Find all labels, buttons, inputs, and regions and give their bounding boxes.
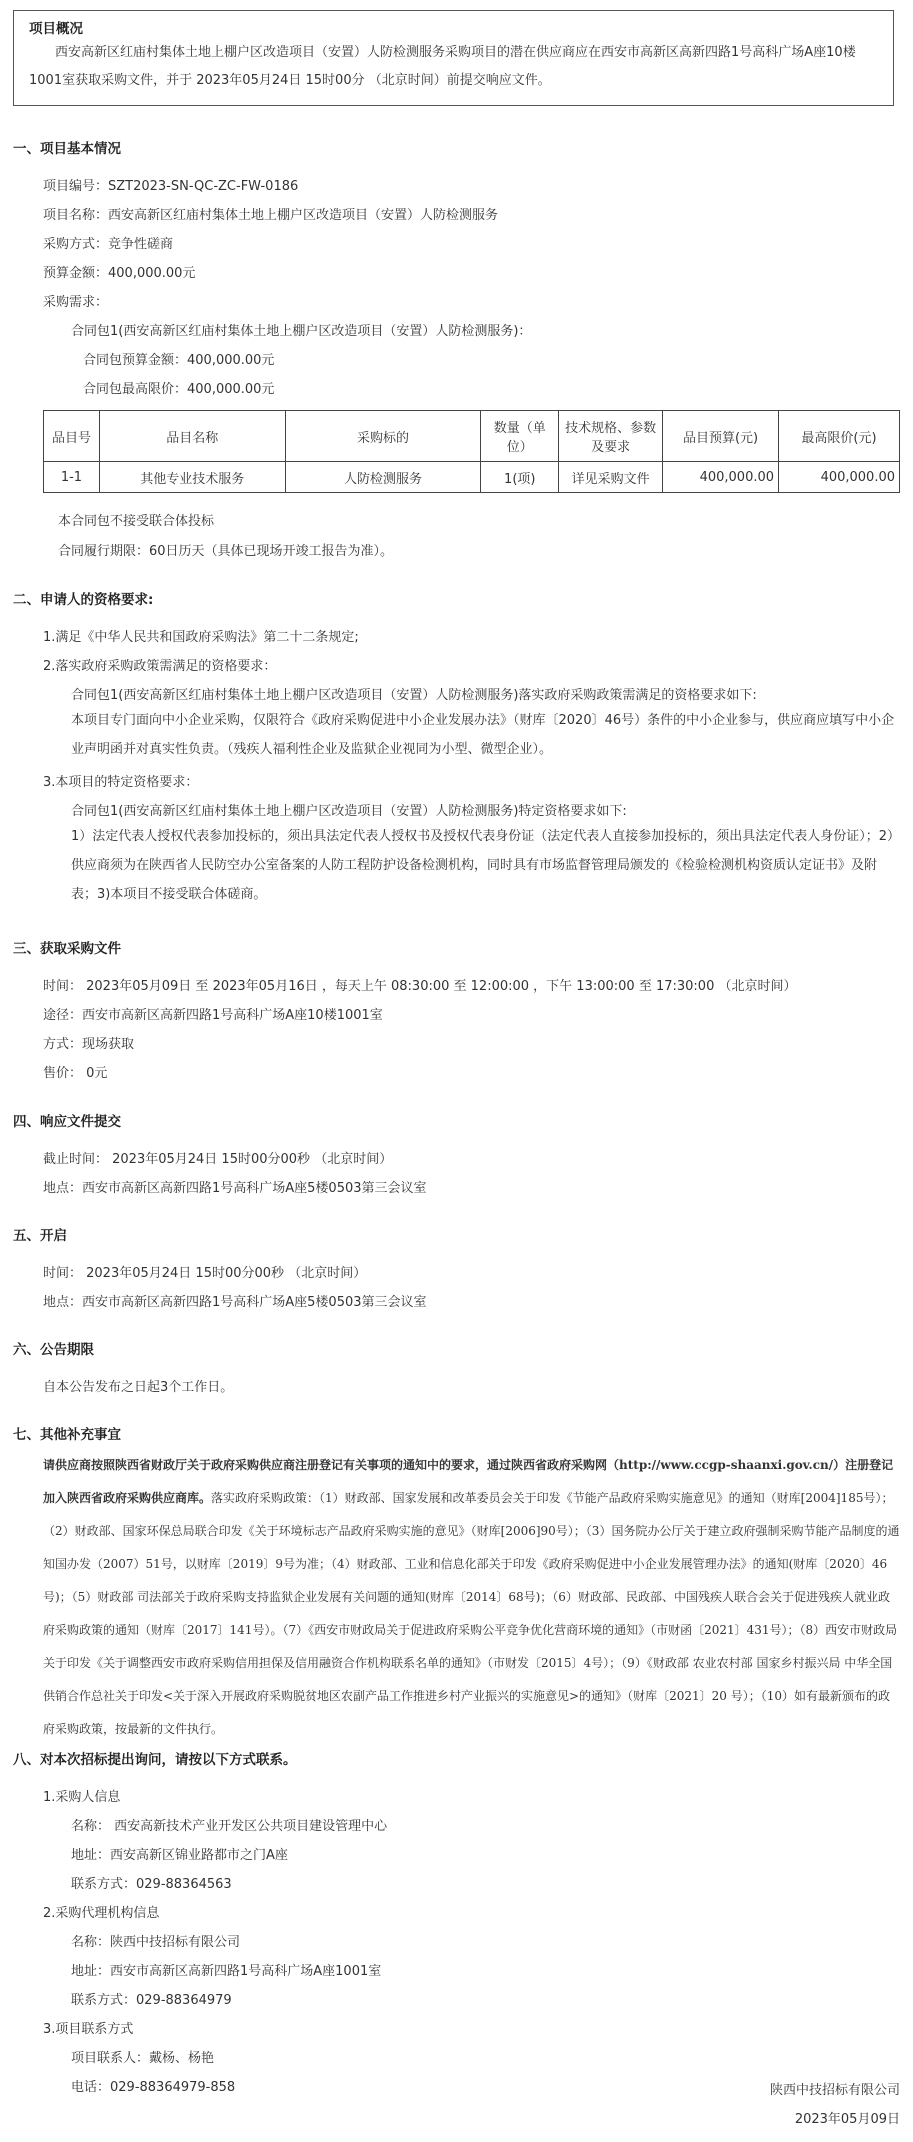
- project-contact-phone: 电话：029-88364979-858: [71, 2080, 236, 2095]
- section-7-title: 七、其他补充事宜: [13, 1427, 121, 1443]
- table-header-cell: 技术规格、参数及要求: [559, 411, 663, 462]
- table-header-cell: 品目预算(元): [663, 411, 779, 462]
- table-cell: 1(项): [481, 462, 559, 493]
- submit-place: 地点：西安市高新区高新四路1号高科广场A座5楼0503第三会议室: [43, 1181, 427, 1196]
- table-header-cell: 品目号: [44, 411, 100, 462]
- table-cell: 400,000.00: [663, 462, 779, 493]
- table-header-cell: 采购标的: [285, 411, 481, 462]
- open-time: 时间： 2023年05月24日 15时00分00秒 （北京时间）: [43, 1266, 367, 1281]
- qualification-item-3-sub: 合同包1(西安高新区红庙村集体土地上棚户区改造项目（安置）人防检测服务)特定资格要求如下:: [71, 804, 627, 819]
- agency-name: 名称：陕西中技招标有限公司: [71, 1935, 241, 1950]
- purchaser-heading: 1.采购人信息: [43, 1790, 121, 1805]
- no-consortium-note: 本合同包不接受联合体投标: [58, 514, 215, 529]
- qualification-item-1: 1.满足《中华人民共和国政府采购法》第二十二条规定;: [43, 630, 359, 645]
- overview-heading: 项目概况: [29, 21, 83, 37]
- acquire-place: 途径：西安市高新区高新四路1号高科广场A座10楼1001室: [43, 1008, 383, 1023]
- section-8-title: 八、对本次招标提出询问，请按以下方式联系。: [13, 1752, 297, 1768]
- table-header-cell: 品目名称: [99, 411, 285, 462]
- qualification-item-3-text: 1）法定代表人授权代表参加投标的，须出具法定代表人授权书及授权代表身份证（法定代表人直接参加投标的，须出具法定代表人身份证）；2）供应商须为在陕西省人民防空办公室备案的人防工程防护设备检测机构，同时具有市场监督管理局颁发的《检验检测机构资质认定证书》及附表；3)本项目不接受联合体磋商。: [71, 829, 894, 902]
- section-3-title: 三、获取采购文件: [13, 941, 121, 957]
- table-cell: 400,000.00: [779, 462, 900, 493]
- table-cell: 其他专业技术服务: [99, 462, 285, 493]
- table-cell: 详见采购文件: [559, 462, 663, 493]
- package-title: 合同包1(西安高新区红庙村集体土地上棚户区改造项目（安置）人防检测服务)：: [71, 324, 532, 339]
- acquire-price: 售价： 0元: [43, 1066, 108, 1081]
- procurement-demand: 采购需求：: [43, 295, 109, 310]
- budget-amount: 预算金额：400,000.00元: [43, 266, 196, 281]
- package-budget: 合同包预算金额：400,000.00元: [83, 353, 275, 368]
- agency-address: 地址：西安市高新区高新四路1号高科广场A座1001室: [71, 1964, 382, 1979]
- section-2-title: 二、申请人的资格要求:: [13, 592, 154, 608]
- package-max-price: 合同包最高限价：400,000.00元: [83, 382, 275, 397]
- project-name: 项目名称：西安高新区红庙村集体土地上棚户区改造项目（安置）人防检测服务: [43, 208, 499, 223]
- acquire-time: 时间： 2023年05月09日 至 2023年05月16日 ，每天上午 08:30:00 至 12:00:00 ，下午 13:00:00 至 17:30:00 （北京时间）: [43, 979, 797, 994]
- agency-contact: 联系方式：029-88364979: [71, 1993, 232, 2008]
- qualification-item-3: 3.本项目的特定资格要求：: [43, 775, 199, 790]
- qualification-item-2-sub: 合同包1(西安高新区红庙村集体土地上棚户区改造项目（安置）人防检测服务)落实政府采购政策需满足的资格要求如下:: [71, 688, 757, 703]
- project-contact-person: 项目联系人：戴杨、杨艳: [71, 2051, 215, 2066]
- table-row: [44, 462, 900, 493]
- project-number: 项目编号：SZT2023-SN-QC-ZC-FW-0186: [43, 179, 299, 194]
- overview-text: 西安高新区红庙村集体土地上棚户区改造项目（安置）人防检测服务采购项目的潜在供应商应在西安市高新区高新四路1号高科广场A座10楼1001室获取采购文件，并于 2023年05月24日 15时00分 （北京时间）前提交响应文件。: [29, 45, 856, 88]
- table-header-cell: 数量（单位）: [481, 411, 559, 462]
- qualification-item-2-text: 本项目专门面向中小企业采购，仅限符合《政府采购促进中小企业发展办法》（财库〔2020〕46号）条件的中小企业参与，供应商应填写中小企业声明函并对真实性负责。（残疾人福利性企业及监狱企业视同为小型、微型企业）。: [71, 713, 895, 757]
- supplementary-text: [43, 1449, 900, 1746]
- registration-requirement: 请供应商按照陕西省财政厅关于政府采购供应商注册登记有关事项的通知中的要求，通过陕西省政府采购网（http://www.ccgp-shaanxi.gov.cn/）注册登记加入陕西省政府采购供应商库。: [43, 1458, 894, 1505]
- acquire-way: 方式：现场获取: [43, 1037, 135, 1052]
- table-cell: 人防检测服务: [285, 462, 481, 493]
- contract-period: 合同履行期限：60日历天（具体已现场开竣工报告为准）。: [58, 544, 394, 559]
- project-contact-heading: 3.项目联系方式: [43, 2022, 134, 2037]
- notice-document: [13, 0, 900, 2127]
- policy-list: 落实政府采购政策：（1）财政部、国家发展和改革委员会关于印发《节能产品政府采购实施意见》的通知（财库[2004]185号）；（2）财政部、国家环保总局联合印发《关于环境标志产品政府采购实施的意见》（财库[2006]90号）；（3）国务院办公厅关于建立政府强制采购节能产品制度的通知国办发（2007）51号，以财库〔2019〕9号为准；（4）财政部、工业和信息化部关于印发《政府采购促进中小企业发展管理办法》的通知(财库〔2020〕46号)；（5）财政部 司法部关于政府采购支持监狱企业发展有关问题的通知(财库〔2014〕68号)；（6）财政部、民政部、中国残疾人联合会关于促进残疾人就业政府采购政策的通知（财库〔2017〕141号）。（7）《西安市财政局关于促进政府采购公平竞争优化营商环境的通知》（市财函〔2021〕431号）；（8）西安市财政局关于印发《关于调整西安市政府采购信用担保及信用融资合作机构联系名单的通知》（市财发〔2015〕4号）；（9）《财政部 农业农村部 国家乡村振兴局 中华全国供销合作总社关于印发<关于深入开展政府采购脱贫地区农副产品工作推进乡村产业振兴的实施意见>的通知》（财库〔2021〕20 号）；（10）如有最新颁布的政府采购政策，按最新的文件执行。: [43, 1491, 900, 1736]
- notice-period: 自本公告发布之日起3个工作日。: [43, 1380, 234, 1395]
- purchaser-contact: 联系方式：029-88364563: [71, 1877, 232, 1892]
- open-place: 地点：西安市高新区高新四路1号高科广场A座5楼0503第三会议室: [43, 1295, 427, 1310]
- section-4-title: 四、响应文件提交: [13, 1114, 121, 1130]
- section-1-title: 一、项目基本情况: [13, 141, 121, 157]
- package-table: [43, 410, 900, 493]
- overview-box: [13, 10, 894, 106]
- submit-deadline: 截止时间： 2023年05月24日 15时00分00秒 （北京时间）: [43, 1152, 393, 1167]
- table-header-row: [44, 411, 900, 462]
- procurement-method: 采购方式：竞争性磋商: [43, 237, 174, 252]
- purchaser-name: 名称： 西安高新技术产业开发区公共项目建设管理中心: [71, 1819, 388, 1834]
- qualification-item-2: 2.落实政府采购政策需满足的资格要求：: [43, 659, 277, 674]
- purchaser-address: 地址：西安高新区锦业路都市之门A座: [71, 1848, 288, 1863]
- table-header-cell: 最高限价(元): [779, 411, 900, 462]
- footer-organization: 陕西中技招标有限公司: [769, 2083, 900, 2098]
- table-cell: 1-1: [44, 462, 100, 493]
- agency-heading: 2.采购代理机构信息: [43, 1906, 160, 1921]
- footer-date: 2023年05月09日: [794, 2112, 900, 2127]
- section-6-title: 六、公告期限: [13, 1342, 94, 1358]
- section-5-title: 五、开启: [13, 1228, 67, 1244]
